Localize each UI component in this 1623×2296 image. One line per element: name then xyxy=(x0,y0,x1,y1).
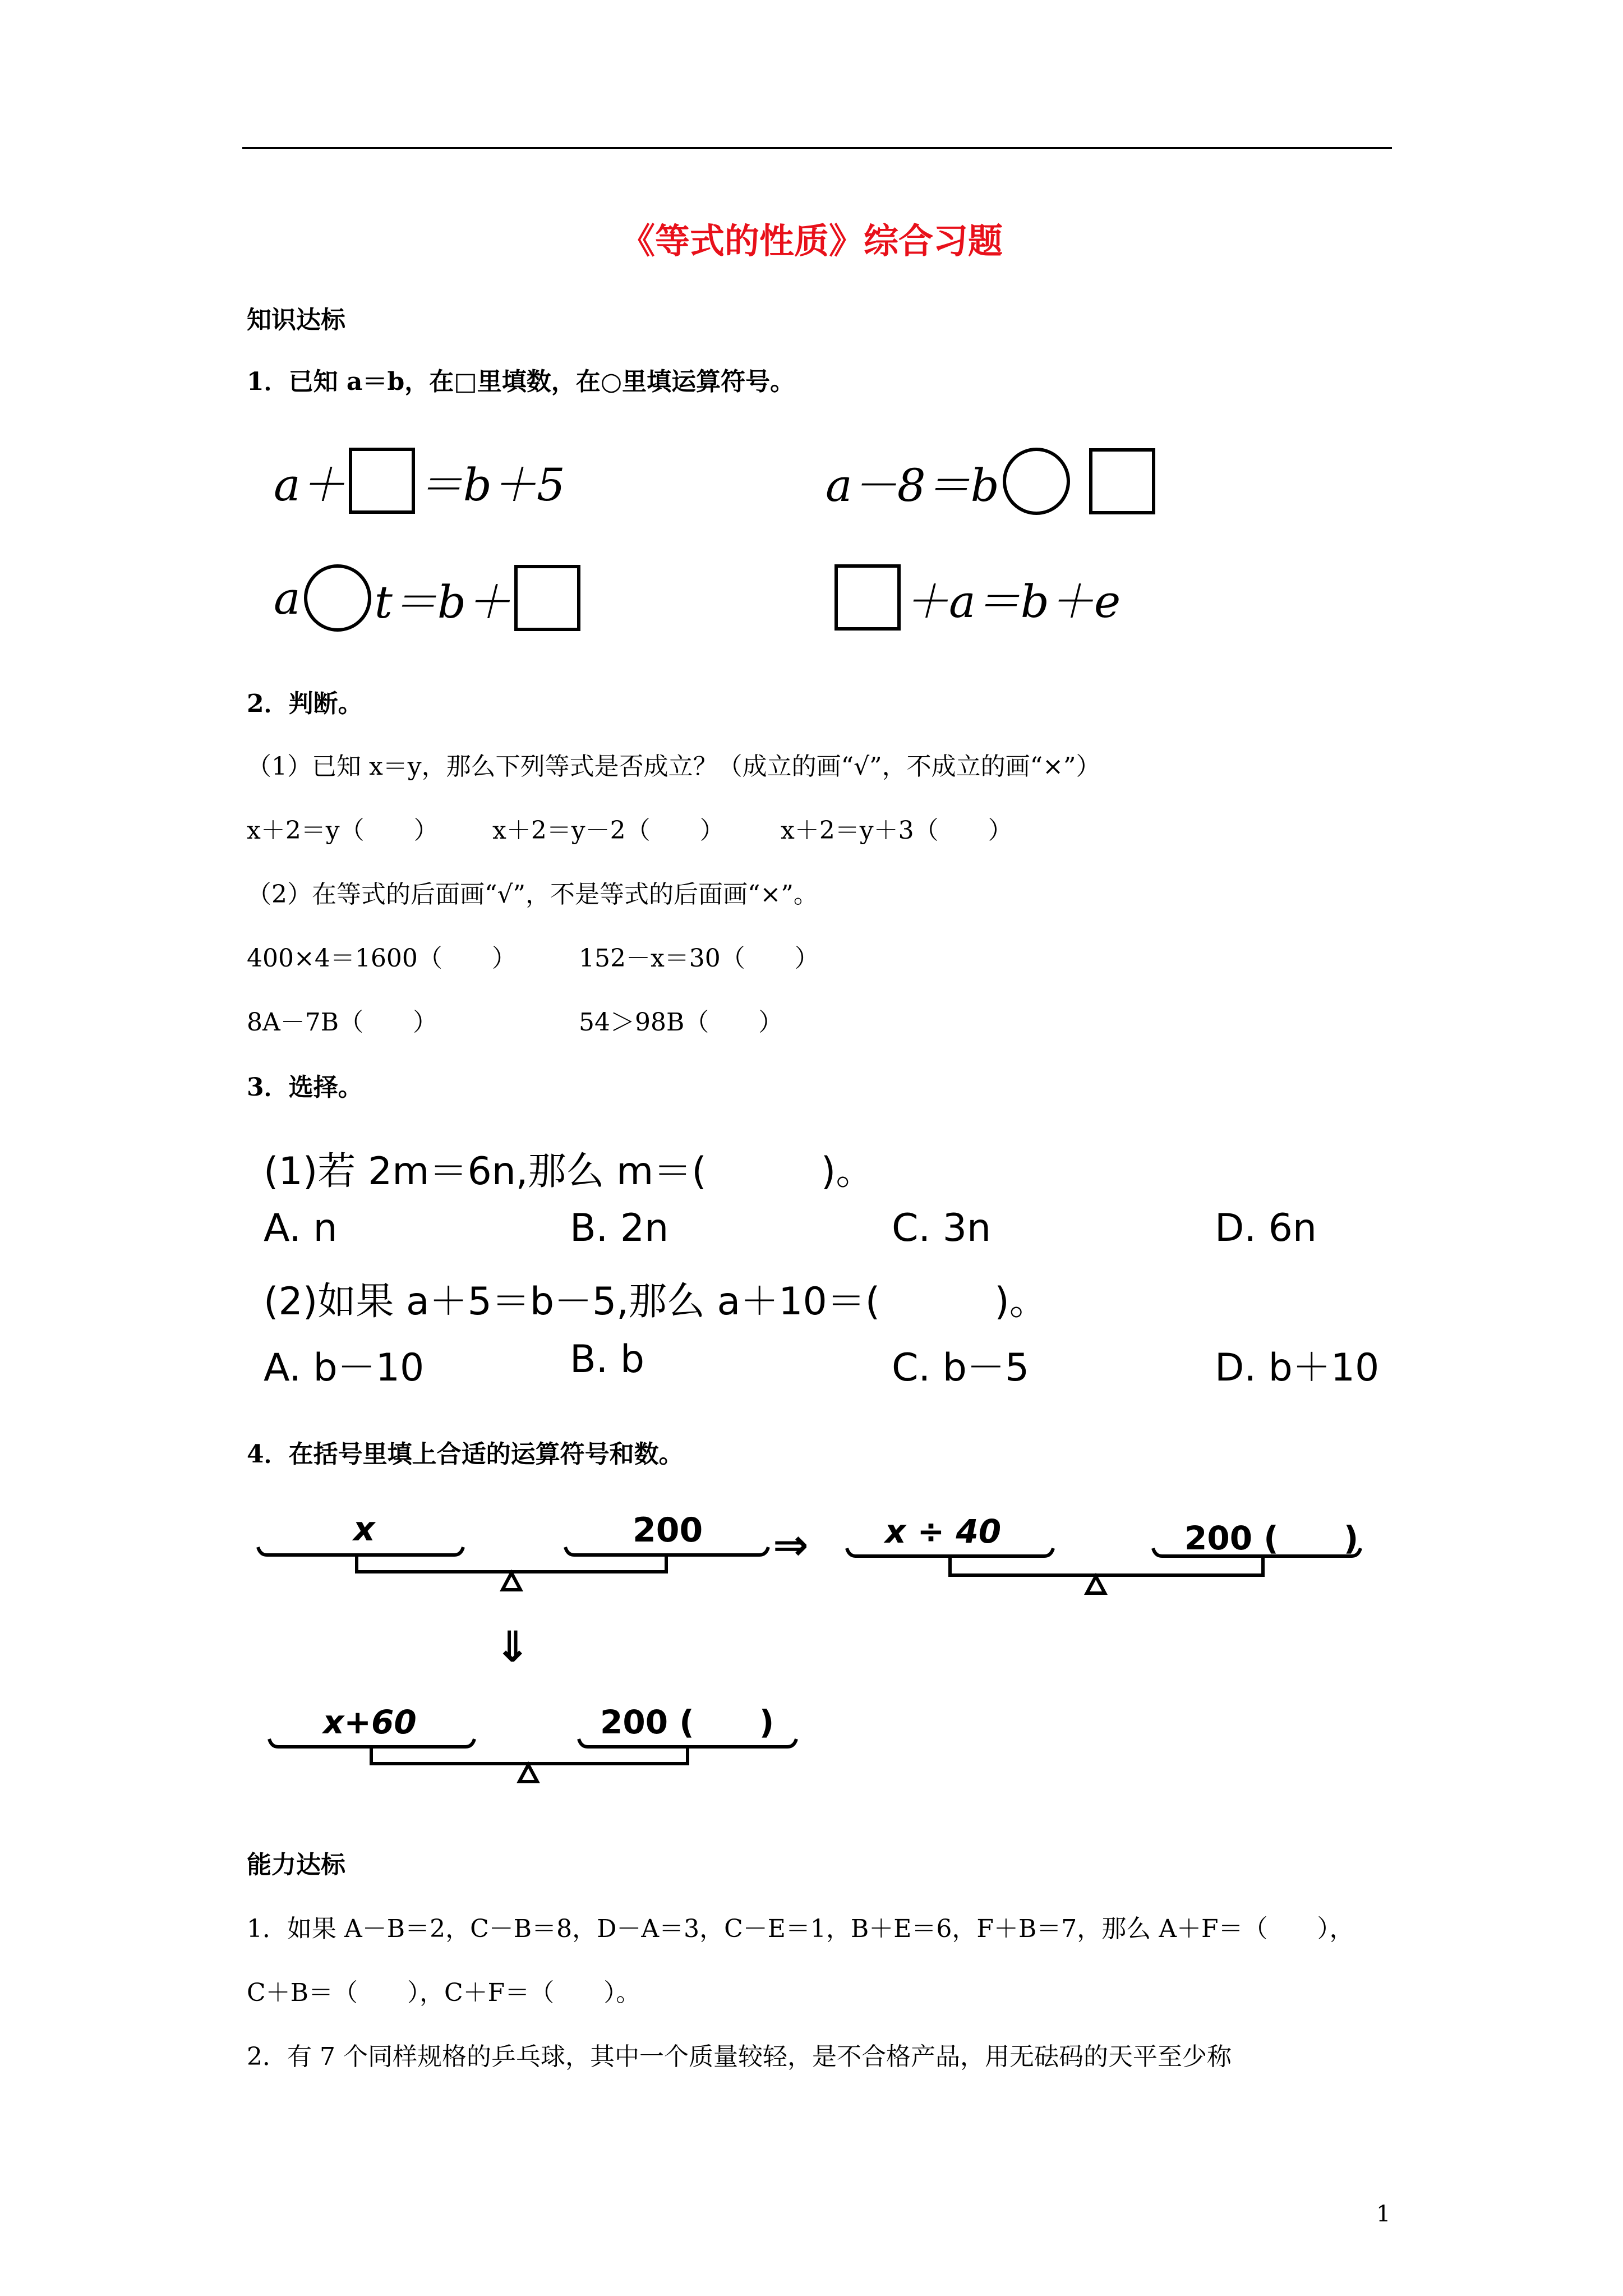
arrow-down-icon: ⇓ xyxy=(495,1622,531,1672)
q1-equation-1 xyxy=(274,448,565,514)
q2-part2-item: 54＞98B（ ） xyxy=(579,1008,783,1037)
balance1-beam xyxy=(357,1555,666,1572)
eq1-right: ＝b＋5 xyxy=(418,458,565,511)
eq1-left: a＋ xyxy=(274,458,345,511)
q2-part2-item: 152－x＝30（ ） xyxy=(579,944,819,973)
header-rule xyxy=(242,147,1392,149)
q2-part1-item: x＋2＝y（ ） xyxy=(247,816,439,845)
q2-part1-item: x＋2＝y＋3（ ） xyxy=(781,816,1013,845)
section-heading-ability: 能力达标 xyxy=(247,1851,345,1879)
answer-box[interactable] xyxy=(1089,448,1155,514)
balance-diagram xyxy=(241,1503,1396,1784)
balance2-fulcrum xyxy=(1087,1576,1105,1593)
q3-option[interactable]: D. 6n xyxy=(1215,1206,1317,1250)
q2-part2: （2）在等式的后面画“√”，不是等式的后面画“×”。 xyxy=(247,880,818,909)
answer-box[interactable] xyxy=(834,564,901,631)
balance1-fulcrum xyxy=(502,1573,520,1590)
answer-box[interactable] xyxy=(514,565,580,631)
balance2-right-label: 200 ( ) xyxy=(1184,1519,1359,1557)
q3-option[interactable]: D. b＋10 xyxy=(1215,1346,1380,1390)
q3-option[interactable]: C. 3n xyxy=(892,1206,992,1250)
q2-part1-item: x＋2＝y－2（ ） xyxy=(492,816,725,845)
q3-sub2: (2)如果 a＋5＝b－5,那么 a＋10＝( )。 xyxy=(264,1280,1048,1324)
q3-sub1: (1)若 2m＝6n,那么 m＝( )。 xyxy=(264,1149,874,1194)
q3-option[interactable]: A. b－10 xyxy=(264,1346,425,1390)
q3-option[interactable]: B. 2n xyxy=(570,1206,669,1250)
q1-equation-4 xyxy=(834,564,1121,631)
a1-line2: C＋B＝（ ），C＋F＝（ ）。 xyxy=(247,1978,641,2007)
a1-line1: 1．如果 A－B＝2，C－B＝8，D－A＝3，C－E＝1，B＋E＝6，F＋B＝7，那么 A＋F＝（ ）， xyxy=(247,1915,1354,1943)
q3-option[interactable]: B. b xyxy=(570,1337,645,1382)
answer-circle[interactable] xyxy=(304,564,371,632)
eq4-right: ＋a＝b＋e xyxy=(904,575,1121,628)
eq2-left: a－8＝b xyxy=(826,459,999,512)
q1-stem: 1．已知 a＝b，在□里填数，在○里填运算符号。 xyxy=(247,367,795,396)
q2-part1: （1）已知 x＝y，那么下列等式是否成立？（成立的画“√”，不成立的画“×”） xyxy=(247,752,1101,781)
balance2-left-label: x ÷ 40 xyxy=(885,1512,1002,1550)
balance3-right-label: 200 ( ) xyxy=(600,1703,774,1741)
page-number: 1 xyxy=(1376,2201,1391,2227)
balance1-left-label: x xyxy=(353,1510,375,1549)
section-heading-knowledge: 知识达标 xyxy=(247,306,345,334)
q3-option[interactable]: A. n xyxy=(264,1206,338,1250)
balance2-beam xyxy=(950,1556,1263,1575)
a2-line1: 2．有 7 个同样规格的乒乓球，其中一个质量较轻，是不合格产品，用无砝码的天平至少称 xyxy=(247,2042,1232,2071)
q2-part2-item: 8A－7B（ ） xyxy=(247,1008,438,1037)
q1-equation-3 xyxy=(274,564,580,632)
q2-part2-item: 400×4＝1600（ ） xyxy=(247,944,517,973)
q4-stem: 4．在括号里填上合适的运算符号和数。 xyxy=(247,1440,684,1469)
eq3-left: a xyxy=(274,572,301,624)
balance3-left-label: x+60 xyxy=(323,1703,417,1741)
q1-equation-2 xyxy=(826,448,1155,515)
balance3-fulcrum xyxy=(519,1765,537,1782)
balance1-right-label: 200 xyxy=(633,1511,703,1550)
q3-option[interactable]: C. b－5 xyxy=(892,1346,1030,1390)
eq3-right: t＝b＋ xyxy=(374,576,511,628)
arrow-right-icon: ⇒ xyxy=(773,1520,809,1570)
answer-circle[interactable] xyxy=(1003,448,1070,515)
q3-stem: 3．选择。 xyxy=(247,1073,363,1102)
page-title: 《等式的性质》综合习题 xyxy=(620,220,1003,261)
answer-box[interactable] xyxy=(349,448,415,514)
q2-stem: 2．判断。 xyxy=(247,689,363,718)
balance3-beam xyxy=(371,1747,688,1764)
